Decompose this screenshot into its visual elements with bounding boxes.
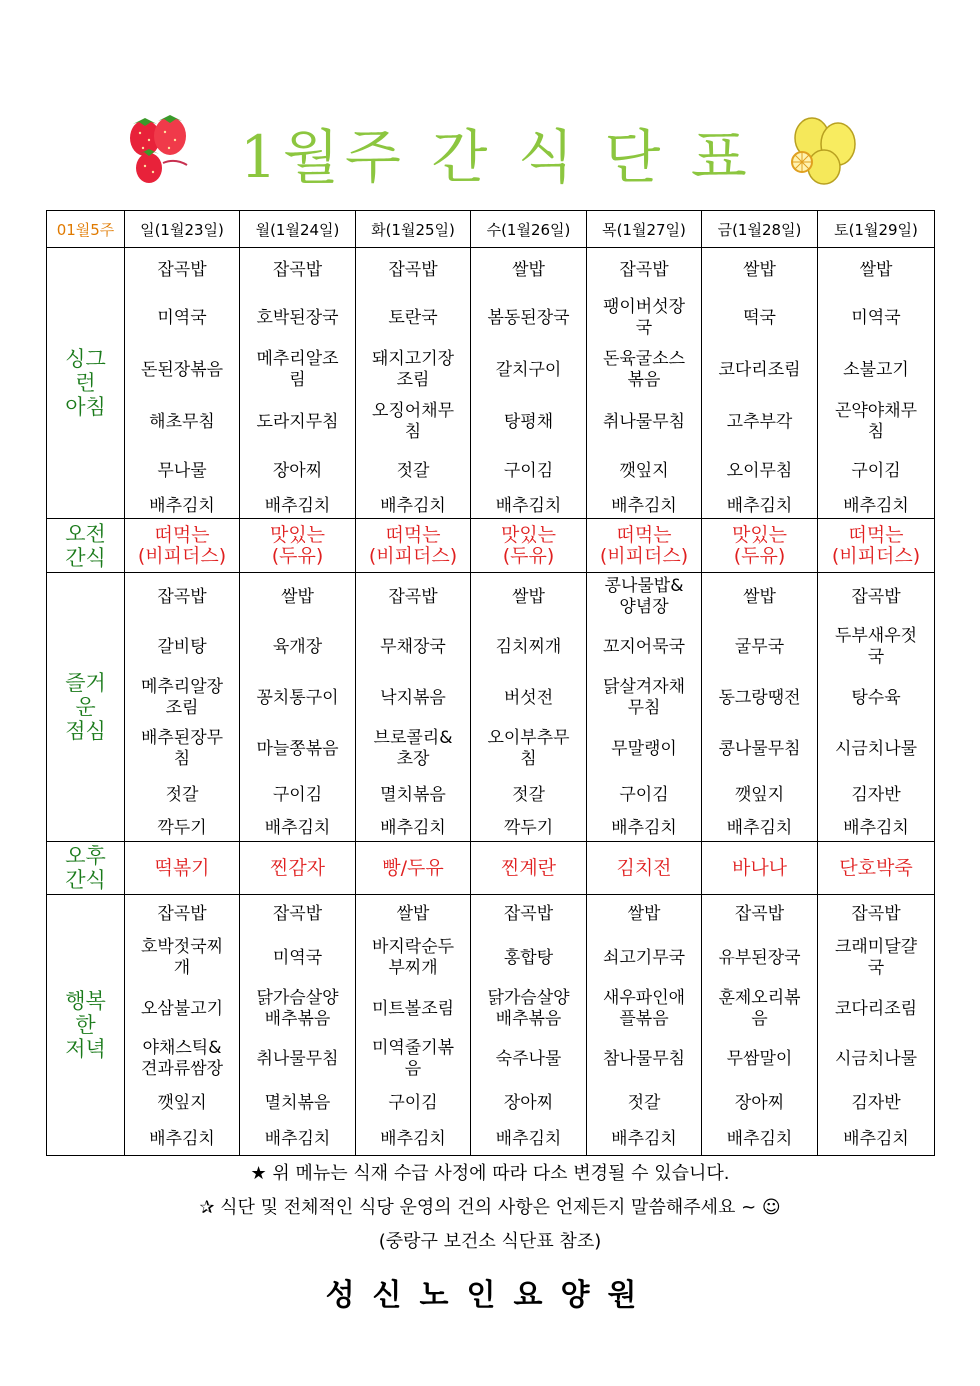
menu-item: 쌀밥 <box>627 903 661 924</box>
menu-item: 돼지고기장 조림 <box>371 349 455 390</box>
snack-cell: 단호박죽 <box>818 842 935 895</box>
meal-label-pm-snack: 오후 간식 <box>47 842 125 895</box>
menu-item: 오삼불고기 <box>140 998 224 1019</box>
header-row <box>47 211 935 248</box>
menu-item: 오징어채무 침 <box>371 401 455 442</box>
menu-cell <box>702 895 818 1156</box>
menu-item: 멸치볶음 <box>264 1092 331 1113</box>
menu-item: 코다리조림 <box>718 359 801 380</box>
snack-cell: 떠먹는 (비피더스) <box>125 519 240 573</box>
menu-item: 콩나물밥& 양념장 <box>604 576 684 617</box>
menu-item: 젓갈 <box>627 1092 661 1113</box>
menu-cell <box>356 573 471 842</box>
strawberry-icon <box>125 108 195 188</box>
menu-item: 깍두기 <box>503 817 554 838</box>
menu-item: 깻잎지 <box>734 784 785 805</box>
menu-item: 탕평채 <box>503 411 554 432</box>
menu-cell <box>471 248 587 519</box>
menu-cell <box>125 573 240 842</box>
menu-item: 바지락순두 부찌개 <box>371 937 455 978</box>
menu-item: 잡곡밥 <box>619 259 669 280</box>
lunch-row <box>47 573 935 842</box>
menu-cell <box>587 573 702 842</box>
snack-cell: 바나나 <box>702 842 818 895</box>
menu-item: 마늘쫑볶음 <box>256 738 339 759</box>
snack-cell: 찐계란 <box>471 842 587 895</box>
menu-item: 쌀밥 <box>743 259 776 280</box>
menu-cell <box>587 248 702 519</box>
menu-item: 곤약야채무 침 <box>834 401 918 442</box>
menu-item: 무채장국 <box>380 636 446 657</box>
menu-item: 돈된장볶음 <box>140 359 224 380</box>
menu-item: 닭가슴살양 배추볶음 <box>256 988 339 1029</box>
menu-item: 무쌈말이 <box>726 1048 793 1069</box>
note-source: (중랑구 보건소 식단표 참조) <box>378 1231 602 1252</box>
menu-item: 배추김치 <box>380 495 446 516</box>
menu-cell <box>125 895 240 1156</box>
menu-cell <box>818 573 935 842</box>
menu-item: 배추김치 <box>495 1128 562 1149</box>
menu-item: 무말랭이 <box>611 738 677 759</box>
menu-item: 팽이버섯장 국 <box>602 297 686 338</box>
menu-item: 고추부각 <box>726 411 793 432</box>
menu-item: 굴무국 <box>734 636 785 657</box>
menu-item: 돈육굴소스 볶음 <box>602 349 686 390</box>
menu-item: 동그랑땡전 <box>718 687 801 708</box>
menu-item: 장아찌 <box>272 460 323 481</box>
menu-item: 취나물무침 <box>256 1048 339 1069</box>
menu-item: 배추김치 <box>495 495 562 516</box>
menu-item: 잡곡밥 <box>851 586 901 607</box>
menu-item: 닭가슴살양 배추볶음 <box>487 988 570 1029</box>
menu-item: 젓갈 <box>165 784 199 805</box>
menu-item: 구이김 <box>619 784 669 805</box>
snack-cell: 맛있는 (두유) <box>702 519 818 573</box>
menu-item: 버섯전 <box>503 687 554 708</box>
snack-cell: 떠먹는 (비피더스) <box>356 519 471 573</box>
menu-cell <box>125 248 240 519</box>
menu-item: 메추리알장 조림 <box>140 677 224 718</box>
menu-item: 호박된장국 <box>256 307 339 328</box>
menu-item: 오이부추무 침 <box>487 728 570 769</box>
menu-cell <box>240 895 356 1156</box>
day-header: 금(1월28일) <box>702 211 818 248</box>
page-title: 1월주 간 식 단 표 <box>240 123 753 191</box>
menu-item: 야채스틱& 견과류쌈장 <box>140 1038 224 1079</box>
menu-item: 김치찌개 <box>495 636 562 657</box>
am-snack-row <box>47 519 935 573</box>
menu-item: 깻잎지 <box>619 460 669 481</box>
menu-cell <box>818 895 935 1156</box>
menu-item: 홍합탕 <box>503 947 554 968</box>
menu-item: 배추김치 <box>611 495 677 516</box>
day-header: 일(1월23일) <box>125 211 240 248</box>
menu-cell <box>587 895 702 1156</box>
meal-label-dinner: 행복 한 저녁 <box>47 895 125 1156</box>
menu-item: 장아찌 <box>734 1092 785 1113</box>
menu-item: 쌀밥 <box>512 259 545 280</box>
menu-item: 배추김치 <box>149 1128 215 1149</box>
day-header: 토(1월29일) <box>818 211 935 248</box>
menu-item: 잡곡밥 <box>272 903 323 924</box>
menu-item: 닭살겨자채 무침 <box>602 677 686 718</box>
menu-item: 코다리조림 <box>834 998 918 1019</box>
menu-cell <box>356 248 471 519</box>
menu-item: 배추김치 <box>264 1128 331 1149</box>
pm-snack-row <box>47 842 935 895</box>
breakfast-row <box>47 248 935 519</box>
day-header: 수(1월26일) <box>471 211 587 248</box>
menu-item: 갈치구이 <box>495 359 562 380</box>
menu-cell <box>702 573 818 842</box>
menu-item: 취나물무침 <box>602 411 686 432</box>
menu-item: 구이김 <box>388 1092 438 1113</box>
menu-item: 구이김 <box>851 460 901 481</box>
snack-cell: 찐감자 <box>240 842 356 895</box>
menu-item: 낙지볶음 <box>380 687 446 708</box>
menu-item: 잡곡밥 <box>503 903 554 924</box>
menu-item: 시금치나물 <box>834 1048 918 1069</box>
menu-item: 쌀밥 <box>396 903 430 924</box>
menu-item: 잡곡밥 <box>388 259 438 280</box>
menu-item: 해초무침 <box>149 411 215 432</box>
menu-item: 배추김치 <box>611 817 677 838</box>
snack-cell: 빵/두유 <box>356 842 471 895</box>
menu-item: 참나물무침 <box>602 1048 686 1069</box>
menu-item: 김자반 <box>851 784 901 805</box>
menu-item: 육개장 <box>272 636 323 657</box>
note-change-notice: ★ 위 메뉴는 식재 수급 사정에 따라 다소 변경될 수 있습니다. <box>250 1163 730 1184</box>
menu-item: 배추김치 <box>149 495 215 516</box>
menu-cell <box>240 248 356 519</box>
menu-item: 배추김치 <box>380 817 446 838</box>
menu-item: 쌀밥 <box>512 586 545 607</box>
menu-item: 쌀밥 <box>859 259 893 280</box>
menu-item: 꽁치통구이 <box>256 687 339 708</box>
menu-item: 미역국 <box>157 307 207 328</box>
menu-item: 쌀밥 <box>281 586 314 607</box>
menu-cell <box>471 573 587 842</box>
menu-item: 구이김 <box>272 784 323 805</box>
menu-item: 소불고기 <box>843 359 909 380</box>
menu-item: 멸치볶음 <box>380 784 446 805</box>
menu-item: 배추김치 <box>843 495 909 516</box>
meal-label-am-snack: 오전 간식 <box>47 519 125 573</box>
menu-item: 배추김치 <box>843 1128 909 1149</box>
meal-label-lunch: 즐거 운 점심 <box>47 573 125 842</box>
menu-item: 쌀밥 <box>743 586 776 607</box>
snack-cell: 떡볶기 <box>125 842 240 895</box>
menu-item: 도라지무침 <box>256 411 339 432</box>
menu-item: 잡곡밥 <box>734 903 785 924</box>
snack-cell: 맛있는 (두유) <box>471 519 587 573</box>
menu-item: 구이김 <box>503 460 554 481</box>
lemon-icon <box>790 112 860 187</box>
menu-item: 메추리알조 림 <box>256 349 339 390</box>
menu-item: 콩나물무침 <box>718 738 801 759</box>
menu-item: 떡국 <box>743 307 776 328</box>
menu-item: 크래미달걀 국 <box>834 937 918 978</box>
note-suggestion: ✰ 식단 및 전체적인 식당 운영의 건의 사항은 언제든지 말씀해주세요 ~ ☺ <box>199 1197 781 1218</box>
menu-item: 미역국 <box>272 947 323 968</box>
menu-item: 잡곡밥 <box>388 586 438 607</box>
menu-item: 미역국 <box>851 307 901 328</box>
menu-item: 브로콜리& 초장 <box>373 728 453 769</box>
menu-table <box>46 210 935 1156</box>
dinner-row <box>47 895 935 1156</box>
menu-item: 배추김치 <box>611 1128 677 1149</box>
menu-item: 잡곡밥 <box>157 259 207 280</box>
menu-cell <box>471 895 587 1156</box>
menu-item: 잡곡밥 <box>157 903 207 924</box>
menu-item: 미역줄기볶 음 <box>371 1038 455 1079</box>
menu-item: 잡곡밥 <box>272 259 323 280</box>
menu-item: 두부새우젓 국 <box>834 626 918 667</box>
menu-item: 깻잎지 <box>157 1092 207 1113</box>
menu-cell <box>702 248 818 519</box>
menu-item: 시금치나물 <box>834 738 918 759</box>
snack-cell: 맛있는 (두유) <box>240 519 356 573</box>
snack-cell: 김치전 <box>587 842 702 895</box>
menu-item: 새우파인애 플볶음 <box>602 988 686 1029</box>
menu-item: 배추김치 <box>843 817 909 838</box>
menu-item: 무나물 <box>157 460 207 481</box>
menu-item: 잡곡밥 <box>157 586 207 607</box>
menu-item: 젓갈 <box>512 784 545 805</box>
menu-item: 깍두기 <box>157 817 207 838</box>
day-header: 월(1월24일) <box>240 211 356 248</box>
menu-cell <box>240 573 356 842</box>
menu-item: 배추김치 <box>726 1128 793 1149</box>
menu-item: 토란국 <box>388 307 438 328</box>
menu-item: 배추김치 <box>380 1128 446 1149</box>
snack-cell: 떠먹는 (비피더스) <box>587 519 702 573</box>
snack-cell: 떠먹는 (비피더스) <box>818 519 935 573</box>
menu-item: 쇠고기무국 <box>602 947 686 968</box>
week-label: 01월5주 <box>47 211 125 248</box>
menu-item: 꼬지어묵국 <box>602 636 686 657</box>
menu-cell <box>356 895 471 1156</box>
menu-item: 배추된장무 침 <box>140 728 224 769</box>
day-header: 화(1월25일) <box>356 211 471 248</box>
menu-item: 숙주나물 <box>495 1048 562 1069</box>
menu-item: 잡곡밥 <box>851 903 901 924</box>
menu-cell <box>818 248 935 519</box>
menu-item: 배추김치 <box>264 495 331 516</box>
meal-label-breakfast: 싱그 런 아침 <box>47 248 125 519</box>
day-header: 목(1월27일) <box>587 211 702 248</box>
menu-item: 젓갈 <box>396 460 430 481</box>
menu-item: 장아찌 <box>503 1092 554 1113</box>
menu-item: 오이무침 <box>726 460 793 481</box>
menu-item: 배추김치 <box>726 817 793 838</box>
menu-item: 훈제오리볶 음 <box>718 988 801 1029</box>
menu-item: 갈비탕 <box>157 636 207 657</box>
organization-name: 성신노인요양원 <box>325 1278 655 1313</box>
menu-item: 유부된장국 <box>718 947 801 968</box>
notes <box>0 1160 980 1262</box>
menu-item: 배추김치 <box>726 495 793 516</box>
menu-item: 김자반 <box>851 1092 901 1113</box>
menu-item: 탕수육 <box>851 687 901 708</box>
menu-item: 배추김치 <box>264 817 331 838</box>
menu-item: 봄동된장국 <box>487 307 570 328</box>
menu-item: 호박젓국찌 개 <box>140 937 224 978</box>
menu-item: 미트볼조림 <box>371 998 455 1019</box>
